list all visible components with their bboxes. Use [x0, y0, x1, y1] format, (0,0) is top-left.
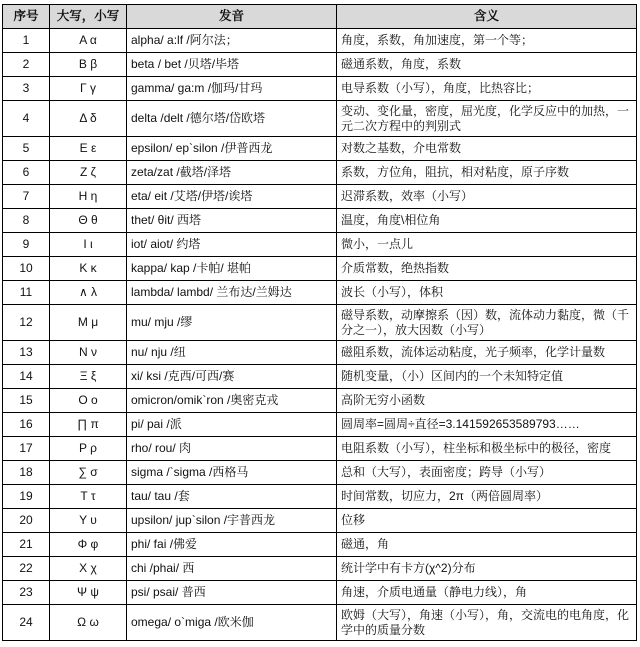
row-pronunciation: kappa/ kap /卡帕/ 堪帕 [127, 257, 337, 281]
row-meaning: 高阶无穷小函数 [337, 389, 637, 413]
table-row [3, 305, 637, 341]
row-meaning: 对数之基数，介电常数 [337, 137, 637, 161]
table-row [3, 557, 637, 581]
row-meaning: 微小，一点儿 [337, 233, 637, 257]
row-index: 15 [3, 389, 50, 413]
row-index: 20 [3, 509, 50, 533]
row-pronunciation: tau/ tau /套 [127, 485, 337, 509]
row-pronunciation: nu/ nju /纽 [127, 341, 337, 365]
row-index: 4 [3, 101, 50, 137]
row-letters: Ο ο [50, 389, 127, 413]
row-pronunciation: sigma /`sigma /西格马 [127, 461, 337, 485]
table-header [3, 5, 637, 29]
row-meaning: 电阻系数（小写），柱坐标和极坐标中的极径，密度 [337, 437, 637, 461]
row-pronunciation: upsilon/ jup`silon /宇普西龙 [127, 509, 337, 533]
row-index: 13 [3, 341, 50, 365]
row-index: 2 [3, 53, 50, 77]
table-row [3, 365, 637, 389]
row-meaning: 介质常数，绝热指数 [337, 257, 637, 281]
row-letters: Γ γ [50, 77, 127, 101]
row-index: 17 [3, 437, 50, 461]
row-letters: Η η [50, 185, 127, 209]
row-letters: Φ φ [50, 533, 127, 557]
row-pronunciation: omega/ o`miga /欧米伽 [127, 605, 337, 641]
row-meaning: 温度，角度\相位角 [337, 209, 637, 233]
row-meaning: 角速，介质电通量（静电力线），角 [337, 581, 637, 605]
row-index: 19 [3, 485, 50, 509]
header-row [3, 5, 637, 29]
table-row [3, 461, 637, 485]
row-meaning: 电导系数（小写），角度，比热容比； [337, 77, 637, 101]
row-index: 7 [3, 185, 50, 209]
table-row [3, 341, 637, 365]
row-letters: Ω ω [50, 605, 127, 641]
row-pronunciation: rho/ rou/ 肉 [127, 437, 337, 461]
row-meaning: 总和（大写），表面密度；跨导（小写） [337, 461, 637, 485]
row-index: 9 [3, 233, 50, 257]
row-meaning: 圆周率=圆周÷直径=3.141592653589793…… [337, 413, 637, 437]
greek-letters-table [2, 4, 637, 641]
row-letters: Θ θ [50, 209, 127, 233]
row-pronunciation: omicron/omik`ron /奥密克戎 [127, 389, 337, 413]
row-letters: Ν ν [50, 341, 127, 365]
row-letters: Ε ε [50, 137, 127, 161]
row-pronunciation: gamma/ ga:m /伽玛/甘玛 [127, 77, 337, 101]
row-meaning: 波长（小写），体积 [337, 281, 637, 305]
row-index: 12 [3, 305, 50, 341]
row-letters: Μ μ [50, 305, 127, 341]
row-letters: Ξ ξ [50, 365, 127, 389]
row-index: 11 [3, 281, 50, 305]
table-row [3, 161, 637, 185]
table-row [3, 389, 637, 413]
row-meaning: 位移 [337, 509, 637, 533]
row-meaning: 随机变量，（小）区间内的一个未知特定值 [337, 365, 637, 389]
row-letters: Τ τ [50, 485, 127, 509]
table-row [3, 77, 637, 101]
row-pronunciation: mu/ mju /缪 [127, 305, 337, 341]
header-meaning: 含义 [337, 5, 637, 29]
row-meaning: 时间常数，切应力，2π（两倍圆周率） [337, 485, 637, 509]
row-letters: Ψ ψ [50, 581, 127, 605]
row-pronunciation: phi/ fai /佛爱 [127, 533, 337, 557]
row-pronunciation: chi /phai/ 西 [127, 557, 337, 581]
row-letters: Χ χ [50, 557, 127, 581]
row-letters: ∑ σ [50, 461, 127, 485]
row-meaning: 系数，方位角，阻抗，相对粘度，原子序数 [337, 161, 637, 185]
row-meaning: 磁通，角 [337, 533, 637, 557]
row-letters: Ρ ρ [50, 437, 127, 461]
row-pronunciation: delta /delt /德尔塔/岱欧塔 [127, 101, 337, 137]
table-row [3, 233, 637, 257]
row-pronunciation: alpha/ a:lf /阿尔法； [127, 29, 337, 53]
row-meaning: 变动、变化量，密度，屈光度，化学反应中的加热，一元二次方程中的判别式 [337, 101, 637, 137]
row-index: 21 [3, 533, 50, 557]
table-row [3, 209, 637, 233]
table-row [3, 281, 637, 305]
row-meaning: 角度，系数，角加速度，第一个等； [337, 29, 637, 53]
row-index: 10 [3, 257, 50, 281]
row-meaning: 迟滞系数，效率（小写） [337, 185, 637, 209]
row-index: 1 [3, 29, 50, 53]
row-index: 8 [3, 209, 50, 233]
row-index: 14 [3, 365, 50, 389]
row-pronunciation: beta / bet /贝塔/毕塔 [127, 53, 337, 77]
row-meaning: 统计学中有卡方(χ^2)分布 [337, 557, 637, 581]
row-index: 23 [3, 581, 50, 605]
row-pronunciation: thet/ θit/ 西塔 [127, 209, 337, 233]
row-meaning: 磁阻系数，流体运动粘度，光子频率，化学计量数 [337, 341, 637, 365]
row-index: 24 [3, 605, 50, 641]
row-pronunciation: psi/ psai/ 普西 [127, 581, 337, 605]
row-letters: Ζ ζ [50, 161, 127, 185]
table-row [3, 257, 637, 281]
row-index: 6 [3, 161, 50, 185]
row-index: 3 [3, 77, 50, 101]
header-index: 序号 [3, 5, 50, 29]
row-letters: Ι ι [50, 233, 127, 257]
table-body [3, 29, 637, 641]
table-row [3, 413, 637, 437]
table-row [3, 581, 637, 605]
row-index: 16 [3, 413, 50, 437]
row-pronunciation: xi/ ksi /克西/可西/赛 [127, 365, 337, 389]
table-row [3, 101, 637, 137]
row-letters: Κ κ [50, 257, 127, 281]
header-letters: 大写，小写 [50, 5, 127, 29]
row-letters: Β β [50, 53, 127, 77]
row-pronunciation: zeta/zat /截塔/泽塔 [127, 161, 337, 185]
table-row [3, 29, 637, 53]
row-index: 5 [3, 137, 50, 161]
row-index: 18 [3, 461, 50, 485]
row-letters: ∏ π [50, 413, 127, 437]
table-row [3, 485, 637, 509]
row-letters: Υ υ [50, 509, 127, 533]
header-pronunciation: 发音 [127, 5, 337, 29]
table-row [3, 53, 637, 77]
row-letters: Δ δ [50, 101, 127, 137]
table-row [3, 437, 637, 461]
table-row [3, 185, 637, 209]
row-index: 22 [3, 557, 50, 581]
table-row [3, 509, 637, 533]
row-pronunciation: lambda/ lambd/ 兰布达/兰姆达 [127, 281, 337, 305]
row-pronunciation: eta/ eit /艾塔/伊塔/诶塔 [127, 185, 337, 209]
row-pronunciation: pi/ pai /派 [127, 413, 337, 437]
table-row [3, 137, 637, 161]
table-row [3, 533, 637, 557]
row-meaning: 欧姆（大写），角速（小写），角，交流电的电角度，化学中的质量分数 [337, 605, 637, 641]
row-meaning: 磁导系数，动摩擦系（因）数，流体动力黏度，微（千分之一），放大因数（小写） [337, 305, 637, 341]
table-row [3, 605, 637, 641]
row-meaning: 磁通系数，角度，系数 [337, 53, 637, 77]
row-letters: Α α [50, 29, 127, 53]
row-pronunciation: epsilon/ ep`silon /伊普西龙 [127, 137, 337, 161]
row-pronunciation: iot/ aiot/ 约塔 [127, 233, 337, 257]
row-letters: ∧ λ [50, 281, 127, 305]
